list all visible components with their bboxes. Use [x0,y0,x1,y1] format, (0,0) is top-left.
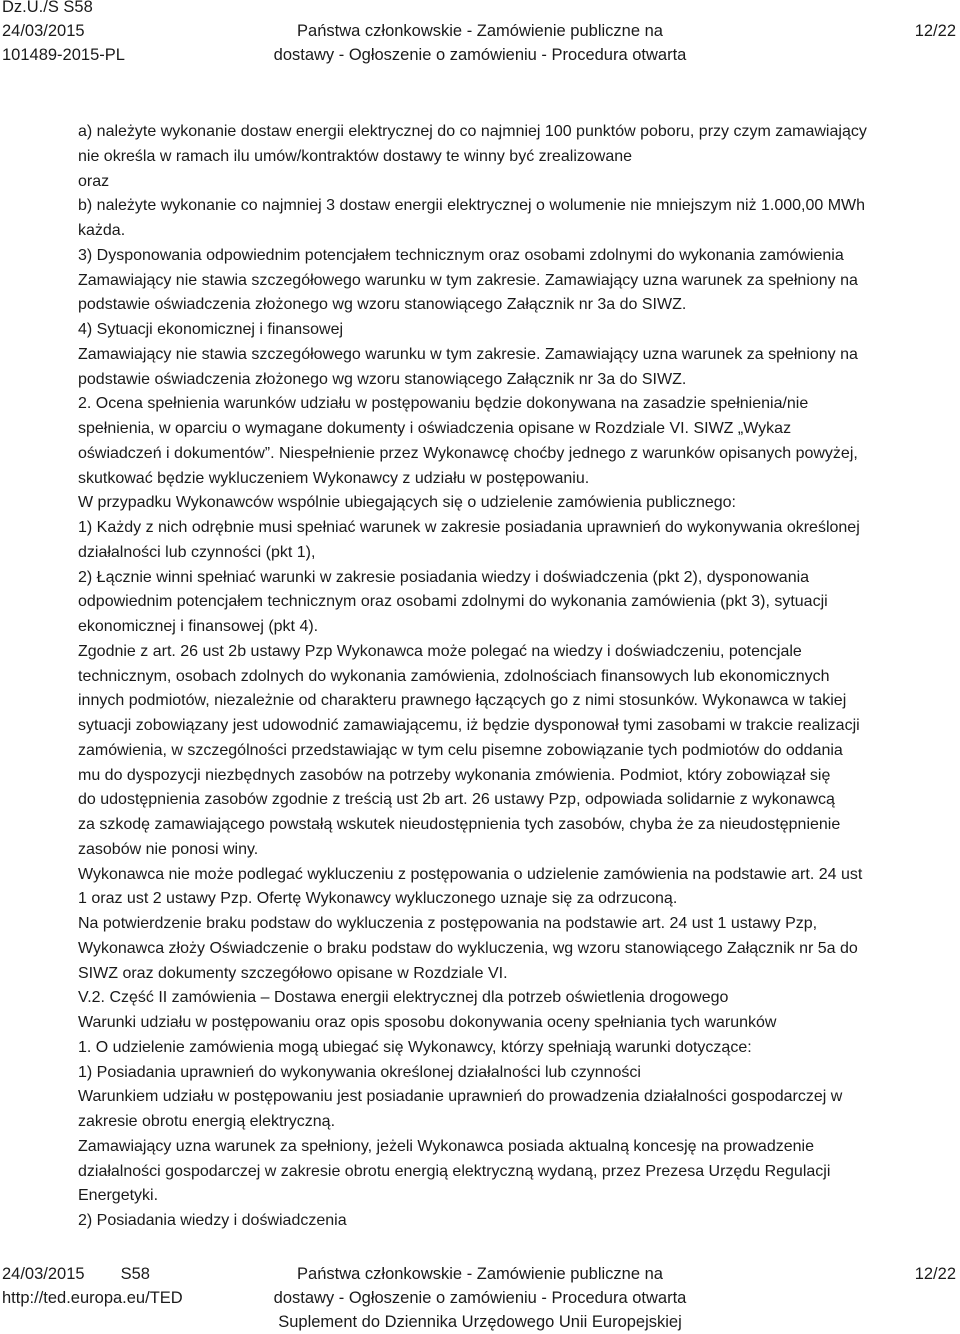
header-date: 24/03/2015 [2,22,85,40]
body-line: Zamawiający nie stawia szczegółowego warunku w tym zakresie. Zamawiający uzna warunek za spełniony na [78,271,858,289]
body-line: 1 oraz ust 2 ustawy Pzp. Ofertę Wykonawcy wykluczonego uznaje się za odrzuconą. [78,890,678,908]
header-notice-id: 101489-2015-PL [2,46,125,64]
footer-url: http://ted.europa.eu/TED [2,1289,183,1307]
document-body [78,120,953,1234]
body-line: zasobów nie ponosi winy. [78,840,259,858]
footer-date: 24/03/2015 [2,1265,85,1283]
body-line: V.2. Część II zamówienia – Dostawa energii elektrycznej dla potrzeb oświetlenia drogowego [78,989,729,1007]
body-line: b) należyte wykonanie co najmniej 3 dostaw energii elektrycznej o wolumenie nie mniejszym niż 1.000,00 MWh [78,197,866,215]
body-line: Zamawiający nie stawia szczegółowego warunku w tym zakresie. Zamawiający uzna warunek za spełniony na [78,345,858,363]
body-line: podstawie oświadczenia złożonego wg wzoru stanowiącego Załącznik nr 3a do SIWZ. [78,296,687,314]
body-line: Warunkiem udziału w postępowaniu jest posiadanie uprawnień do prowadzenia działalności gospodarczej w [78,1088,843,1106]
body-line: innych podmiotów, niezależnie od charakteru prawnego łączących go z nimi stosunków. Wykonawca w takiej [78,692,847,710]
footer-page-number: 12/22 [914,1265,956,1283]
body-line: odpowiednim potencjałem technicznym oraz osobami zdolnymi do wykonania zamówienia (pkt 3), sytuacji [78,593,828,611]
body-line: Energetyki. [78,1187,159,1205]
header-journal-ref: Dz.U./S S58 [2,0,93,16]
body-line: 1) Każdy z nich odrębnie musi spełniać warunek w zakresie posiadania uprawnień do wykonywania określonej [78,519,860,536]
footer-series: S58 [120,1265,150,1283]
body-line: 2) Łącznie winni spełniać warunki w zakresie posiadania wiedzy i doświadczenia (pkt 2), dysponowania [78,568,810,586]
body-line: zakresie obrotu energią elektryczną. [78,1113,336,1130]
header-page-number: 12/22 [914,22,956,40]
body-line: W przypadku Wykonawców wspólnie ubiegających się o udzielenie zamówienia publicznego: [78,494,736,512]
body-line: a) należyte wykonanie dostaw energii elektrycznej do co najmniej 100 punktów poboru, przy czym zamawiający [78,123,867,140]
body-line: skutkować będzie wykluczeniem Wykonawcy z udziału w postępowaniu. [78,469,590,487]
body-line: Warunki udziału w postępowaniu oraz opis sposobu dokonywania oceny spełniania tych warunków [78,1014,777,1031]
body-line: do udostępnienia zasobów zgodnie z treścią ust 2b art. 26 ustawy Pzp, odpowiada solidarnie z wykonawcą [78,791,835,809]
body-line: zamówienia, w szczególności przedstawiając w tym celu pisemne zobowiązanie tych podmiotów do oddania [78,741,843,759]
body-line: Wykonawca nie może podlegać wykluczeniu z postępowania o udzielenie zamówienia na podstawie art. 24 ust [78,865,863,883]
body-line: mu do dyspozycji niezbędnych zasobów na potrzeby wykonania zmówienia. Podmiot, który zobowiązał się [78,766,831,784]
body-line: oświadczeń i dokumentów”. Niespełnienie przez Wykonawcę choćby jednego z warunków opisanych powyżej, [78,444,858,462]
body-line: oraz [78,172,110,190]
body-line: Zamawiający uzna warunek za spełniony, jeżeli Wykonawca posiada aktualną koncesję na prowadzenie [78,1137,814,1155]
body-line: 1) Posiadania uprawnień do wykonywania określonej działalności lub czynności [78,1063,641,1081]
body-line: działalności gospodarczej w zakresie obrotu energią elektryczną wydaną, przez Prezesa Urzędu Regulacji [78,1162,831,1180]
body-line: Zgodnie z art. 26 ust 2b ustawy Pzp Wykonawca może polegać na wiedzy i doświadczeniu, potencjale [78,642,802,660]
body-line: 2) Posiadania wiedzy i doświadczenia [78,1212,347,1229]
page-header [0,0,960,70]
body-line: za szkodę zamawiającego powstałą wskutek nieudostępnienia tych zasobów, chyba że za nieudostępnienie [78,816,841,833]
body-line: ekonomicznej i finansowej (pkt 4). [78,618,319,635]
body-line: spełnienia, w oparciu o wymagane dokumenty i oświadczenia opisane w Rozdziale VI. SIWZ „Wykaz [78,420,792,437]
body-line: Wykonawca złoży Oświadczenie o braku podstaw do wykluczenia, wg wzoru stanowiącego Załącznik nr 5a do [78,939,858,957]
body-line: 3) Dysponowania odpowiednim potencjałem technicznym oraz osobami zdolnymi do wykonania zamówienia [78,246,844,264]
body-line: technicznym, osobach zdolnych do wykonania zamówienia, zdolnościach finansowych lub ekonomicznych [78,667,830,685]
body-line: nie określa w ramach ilu umów/kontraktów dostawy te winny być zrealizowane [78,147,633,165]
header-center-block [0,19,960,67]
footer-supplement: Suplement do Dziennika Urzędowego Unii Europejskiej [278,1313,682,1331]
body-line: SIWZ oraz dokumenty szczegółowo opisane w Rozdziale VI. [78,964,508,982]
body-line: 2. Ocena spełnienia warunków udziału w postępowaniu będzie dokonywana na zasadzie spełnienia/nie [78,395,809,413]
footer-title-line-2: dostawy - Ogłoszenie o zamówieniu - Procedura otwarta [273,1289,687,1307]
body-line: sytuacji zobowiązany jest udowodnić zamawiającemu, iż będzie dysponował tymi zasobami w trakcie realizacji [78,717,860,734]
body-line: podstawie oświadczenia złożonego wg wzoru stanowiącego Załącznik nr 3a do SIWZ. [78,370,687,388]
footer-center-block [0,1262,960,1334]
body-line: działalności lub czynności (pkt 1), [78,543,316,561]
footer-title-line-1: Państwa członkowskie - Zamówienie publiczne na [297,1265,663,1283]
body-line: Na potwierdzenie braku podstaw do wykluczenia z postępowania na podstawie art. 24 ust 1 ustawy Pzp, [78,915,818,932]
body-line: każda. [78,222,126,239]
body-line: 1. O udzielenie zamówienia mogą ubiegać się Wykonawcy, którzy spełniają warunki dotyczące: [78,1038,752,1056]
header-title-line-2: dostawy - Ogłoszenie o zamówieniu - Procedura otwarta [273,46,687,64]
body-line: 4) Sytuacji ekonomicznej i finansowej [78,321,344,338]
header-title-line-1: Państwa członkowskie - Zamówienie publiczne na [297,22,663,40]
page-footer [0,1262,960,1334]
